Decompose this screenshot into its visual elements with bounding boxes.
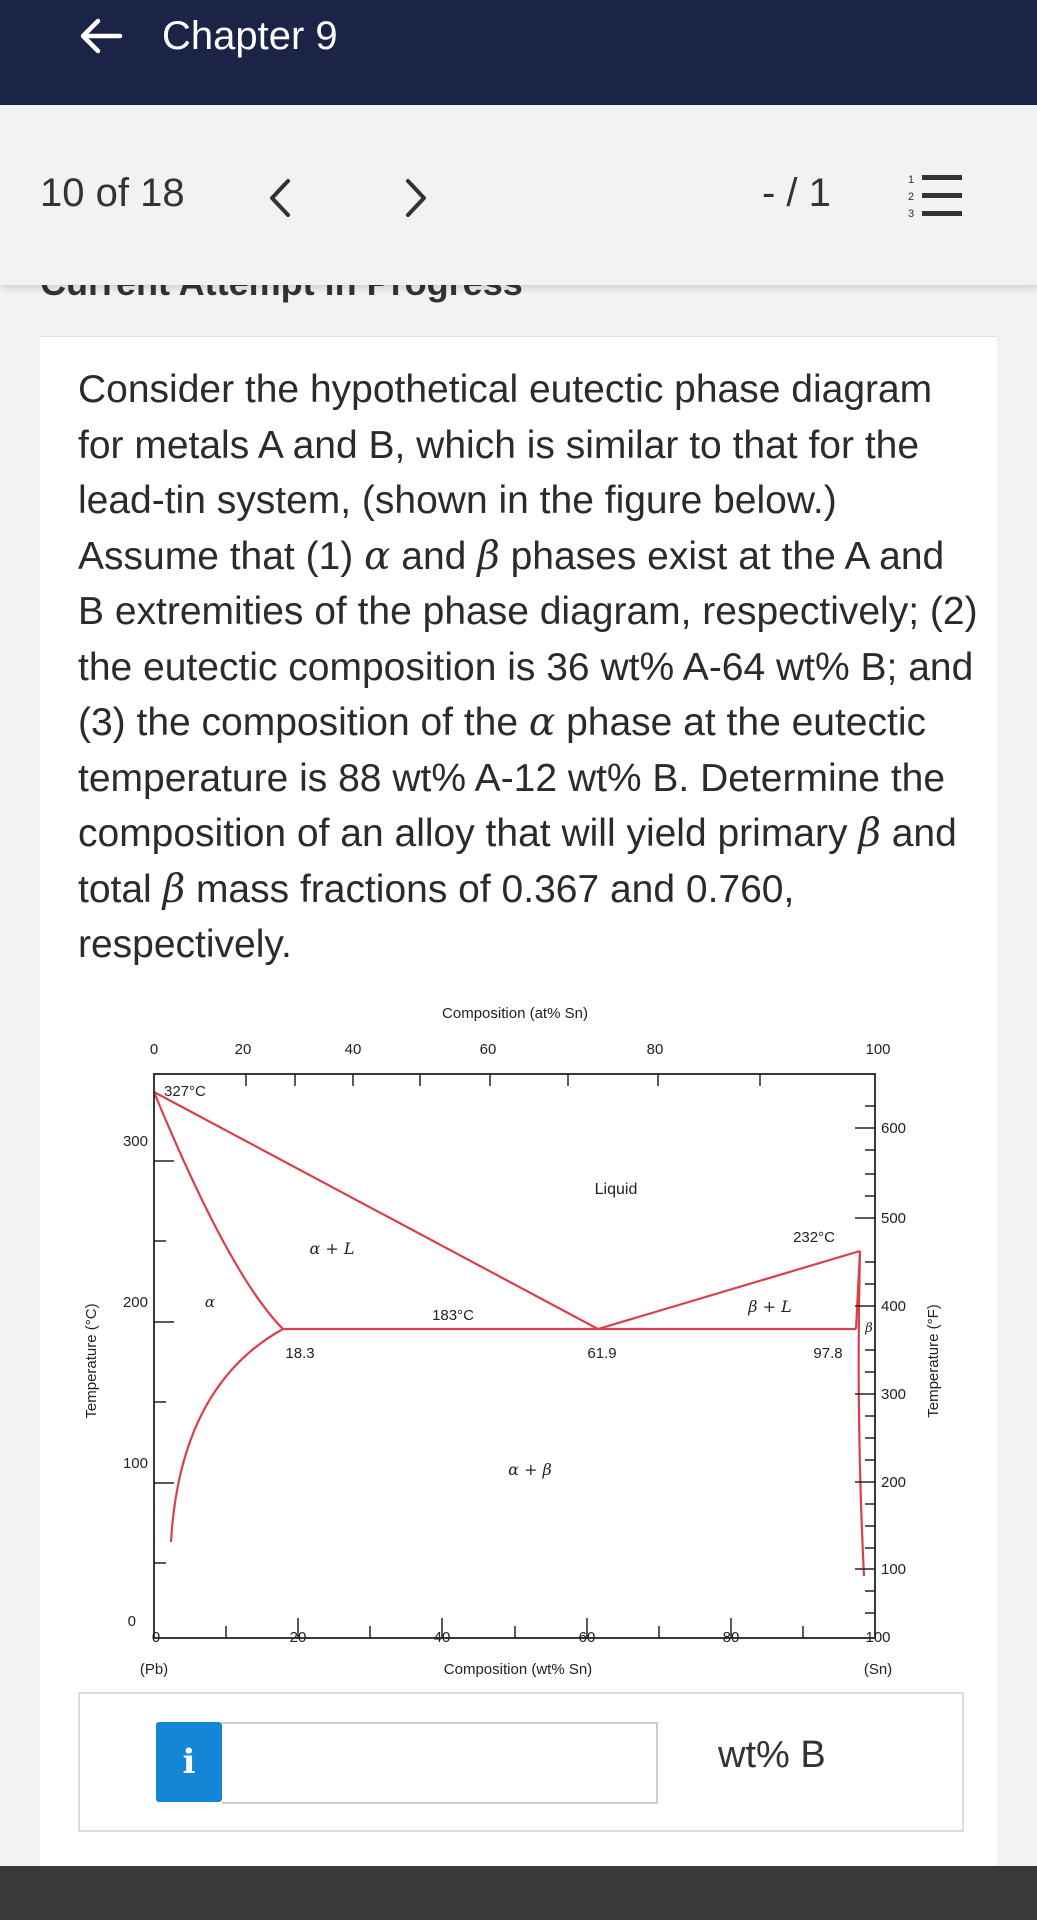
top-tick-label: 40 xyxy=(344,1041,362,1058)
right-tick-label: 200 xyxy=(881,1474,907,1491)
previous-question-button[interactable] xyxy=(262,175,298,221)
top-tick-label: 60 xyxy=(479,1041,497,1058)
answer-area xyxy=(78,1692,964,1832)
bottom-tick-label: 0 xyxy=(151,1629,161,1646)
right-tick-label: 500 xyxy=(881,1210,907,1227)
left-tick-label: 300 xyxy=(122,1133,148,1150)
bottom-axis-title: Composition (wt% Sn) xyxy=(443,1661,593,1678)
temp-327-label: 327°C xyxy=(164,1083,206,1100)
bottom-tick-label: 40 xyxy=(433,1629,451,1646)
bottom-toolbar xyxy=(0,1866,1037,1920)
alpha-liquid-region-label: α + L xyxy=(309,1239,355,1258)
pb-label: (Pb) xyxy=(139,1661,169,1678)
liquidus-right xyxy=(598,1251,860,1329)
left-tick-label: 200 xyxy=(122,1294,148,1311)
top-tick-label: 20 xyxy=(234,1041,252,1058)
question-nav-bar xyxy=(0,105,1037,285)
alpha-beta-region-label: α + β xyxy=(508,1460,552,1479)
bottom-tick-label: 20 xyxy=(289,1629,307,1646)
back-arrow-icon[interactable] xyxy=(76,10,128,62)
beta-region-label: β xyxy=(865,1321,873,1336)
next-question-button[interactable] xyxy=(398,175,434,221)
right-tick-label: 300 xyxy=(881,1386,907,1403)
liquid-region-label: Liquid xyxy=(594,1181,638,1198)
question-text: Consider the hypothetical eutectic phase diagram for metals A and B, which is similar to that for the lead-tin system, (shown in the figure below.) Assume that (1) α and β phases exist at the A and B extremities of the phase diagram, respectively; (2) the eutectic composition is 36 wt% A-64 wt% B; and (3) the composition of the α phase at the eutectic temperature is 88 wt% A-12 wt% B. Determine the composition of an alloy that will yield primary β and total β mass fractions of 0.367 and 0.760, respectively. xyxy=(78,368,978,966)
alpha-region-label: α xyxy=(204,1293,216,1311)
temp-183-label: 183°C xyxy=(432,1307,474,1324)
right-tick-label: 600 xyxy=(881,1120,907,1137)
sn-label: (Sn) xyxy=(863,1661,893,1678)
comp-18-3-label: 18.3 xyxy=(285,1345,315,1362)
liquidus-left xyxy=(154,1092,598,1329)
question-counter: 10 of 18 xyxy=(40,171,185,215)
answer-unit: wt% B xyxy=(718,1734,826,1776)
left-tick-label: 100 xyxy=(122,1455,148,1472)
answer-input[interactable] xyxy=(222,1722,658,1804)
question-list-icon[interactable] xyxy=(906,171,964,221)
top-tick-label: 80 xyxy=(646,1041,664,1058)
info-icon[interactable]: i xyxy=(156,1722,222,1802)
right-axis-title: Temperature (°F) xyxy=(925,1304,942,1418)
comp-97-8-label: 97.8 xyxy=(813,1345,843,1362)
phase-diagram xyxy=(70,996,970,1696)
beta-solvus xyxy=(859,1251,864,1576)
right-tick-label: 100 xyxy=(881,1561,907,1578)
plot-frame xyxy=(154,1074,875,1638)
top-app-bar xyxy=(0,0,1037,105)
right-tick-label: 400 xyxy=(881,1298,907,1315)
beta-liquid-region-label: β + L xyxy=(748,1297,792,1316)
tick-marks xyxy=(154,1074,875,1638)
top-tick-label: 0 xyxy=(149,1041,159,1058)
svg-text:3: 3 xyxy=(908,208,915,220)
top-axis-title: Composition (at% Sn) xyxy=(442,1005,588,1022)
page-title: Chapter 9 xyxy=(162,14,338,58)
bottom-tick-label: 100 xyxy=(865,1629,891,1646)
phase-boundaries xyxy=(154,1092,864,1576)
svg-text:1: 1 xyxy=(908,174,915,186)
left-axis-title: Temperature (°C) xyxy=(83,1303,100,1419)
comp-61-9-label: 61.9 xyxy=(587,1345,617,1362)
bottom-tick-label: 60 xyxy=(578,1629,596,1646)
top-tick-label: 100 xyxy=(865,1041,891,1058)
alpha-solvus xyxy=(171,1329,283,1542)
left-tick-label: 0 xyxy=(127,1613,136,1630)
temp-232-label: 232°C xyxy=(793,1229,835,1246)
svg-text:2: 2 xyxy=(908,191,915,203)
page-indicator: - / 1 xyxy=(762,171,831,215)
bottom-tick-label: 80 xyxy=(722,1629,740,1646)
